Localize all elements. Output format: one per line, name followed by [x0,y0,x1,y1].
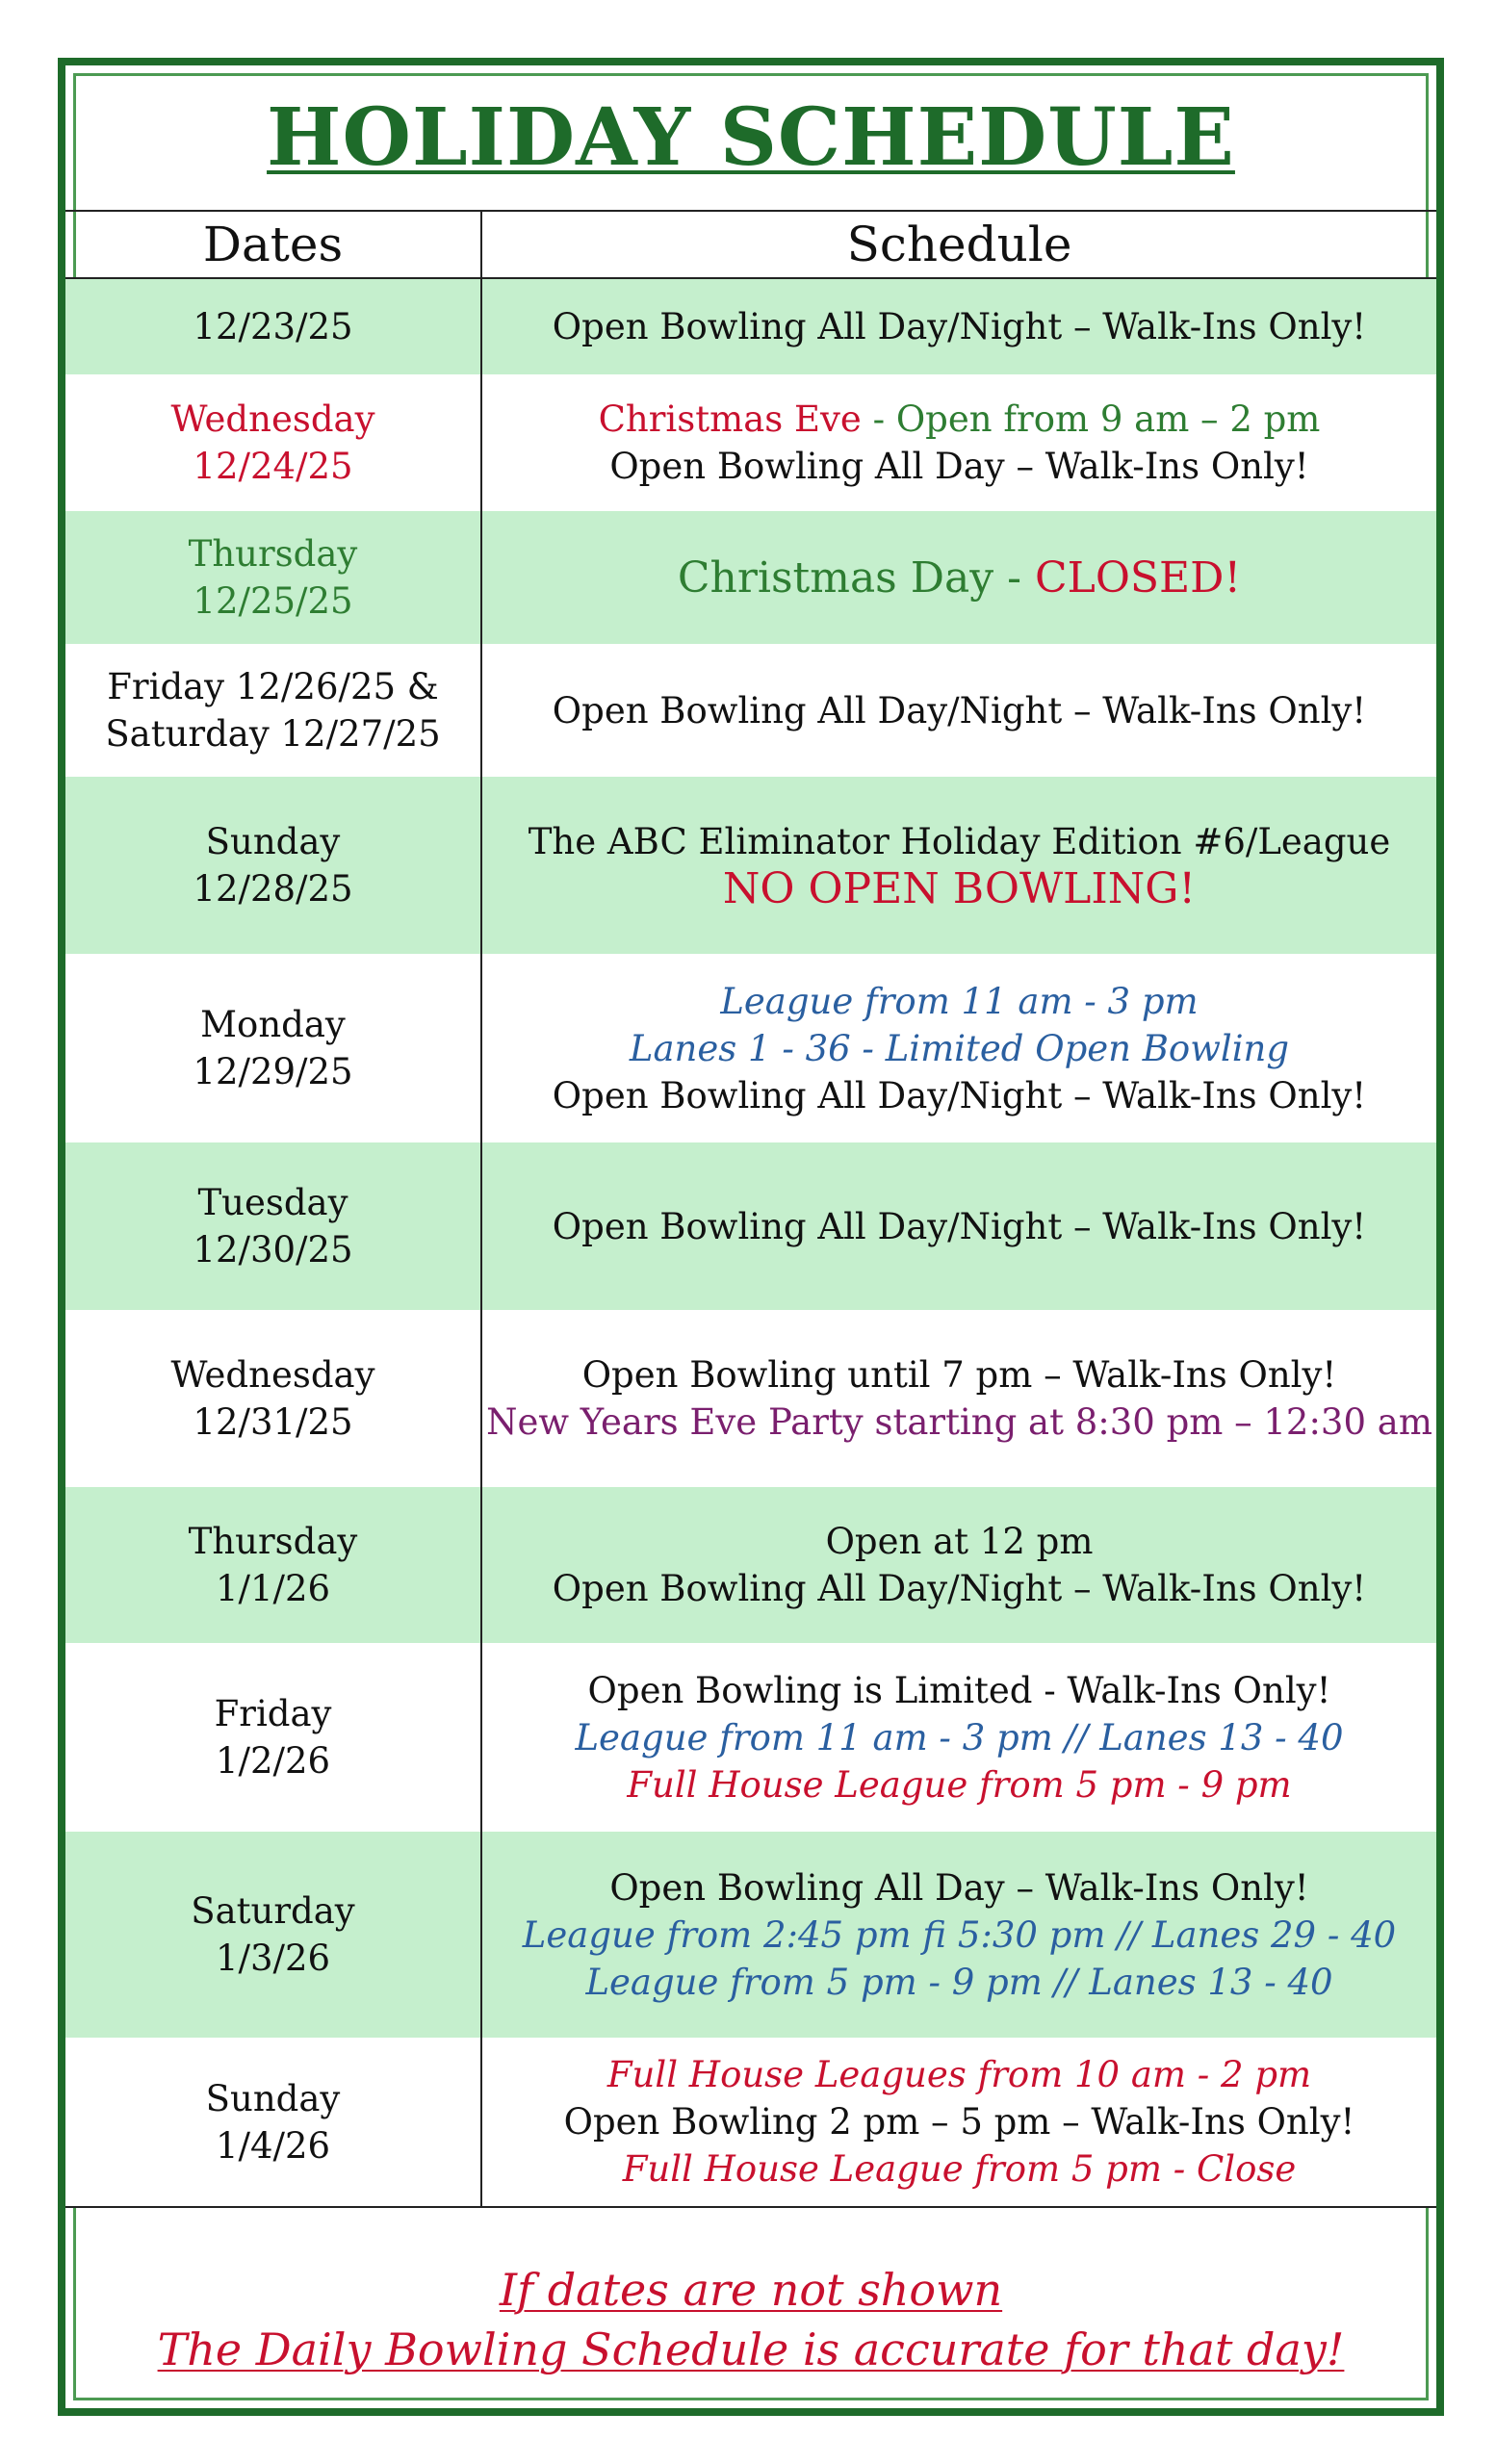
date-cell [65,374,481,511]
table-row [65,1487,1436,1643]
schedule-text: Open Bowling All Day/Night – Walk-Ins Only! [552,689,1367,732]
day-text: Wednesday [170,1354,375,1396]
date-text: 12/31/25 [193,1401,353,1443]
date-cell [65,644,481,777]
schedule-cell [481,2038,1436,2207]
schedule-text: Open Bowling All Day/Night – Walk-Ins Only! [552,1205,1367,1247]
date-text: 12/30/25 [193,1229,353,1270]
header-dates: Dates [65,211,481,278]
schedule-line [482,396,1436,443]
table-row [65,1310,1436,1487]
schedule-table [65,210,1436,2208]
date-cell [65,278,481,374]
day-text: Friday [214,1693,332,1734]
date-cell [65,1487,481,1643]
new-years-party-text: New Years Eve Party starting at 8:30 pm – 12:30 am [486,1401,1432,1443]
schedule-text: Open at 12 pm [825,1521,1094,1562]
date-text: 1/3/26 [215,1938,331,1979]
title-area [65,65,1436,210]
date-text: 1/1/26 [215,1568,331,1609]
schedule-frame [58,58,1444,2416]
date-text: Saturday 12/27/25 [105,713,441,755]
date-text: 1/2/26 [215,1740,331,1782]
day-text: Wednesday [170,398,375,440]
table-row [65,1643,1436,1832]
date-cell [65,1643,481,1832]
schedule-cell [481,954,1436,1142]
table-row [65,1832,1436,2038]
league-text: League from 11 am - 3 pm [720,980,1199,1022]
date-text: 12/28/25 [193,868,353,910]
day-text: Tuesday [197,1182,348,1223]
header-schedule: Schedule [481,211,1436,278]
schedule-text: Open Bowling All Day – Walk-Ins Only! [609,1866,1309,1909]
schedule-cell [481,374,1436,511]
table-row [65,374,1436,511]
schedule-text: Open Bowling All Day/Night – Walk-Ins Only! [552,306,1367,347]
date-cell [65,1310,481,1487]
christmas-eve-label: Christmas Eve [598,398,862,440]
schedule-text: Open Bowling is Limited - Walk-Ins Only! [587,1669,1331,1711]
date-cell [65,1832,481,2038]
schedule-cell [481,644,1436,777]
schedule-text: Open Bowling until 7 pm – Walk-Ins Only! [581,1354,1337,1396]
date-cell [65,2038,481,2207]
schedule-cell [481,777,1436,954]
date-cell [65,1142,481,1310]
table-row [65,1142,1436,1310]
closed-label: CLOSED! [1034,552,1242,603]
footer-line: The Daily Bowling Schedule is accurate for that day! [157,2323,1345,2375]
schedule-cell [481,1832,1436,2038]
schedule-text: Open Bowling 2 pm – 5 pm – Walk-Ins Only! [563,2101,1355,2143]
christmas-day-label: Christmas Day - [677,552,1035,603]
separator: - [861,398,896,440]
table-row [65,278,1436,374]
schedule-text: The ABC Eliminator Holiday Edition #6/League [528,821,1391,862]
schedule-line [482,554,1436,602]
schedule-cell [481,1142,1436,1310]
date-text: 12/23/25 [193,306,353,347]
full-house-text: Full House Leagues from 10 am - 2 pm [606,2054,1312,2095]
schedule-cell [481,1643,1436,1832]
table-row [65,954,1436,1142]
schedule-cell [481,1310,1436,1487]
league-text: League from 5 pm - 9 pm // Lanes 13 - 40 [585,1961,1333,2003]
day-text: Thursday [188,533,358,575]
schedule-cell [481,1487,1436,1643]
table-row [65,777,1436,954]
header-row [65,211,1436,278]
table-row [65,511,1436,644]
day-text: Sunday [205,821,341,862]
lanes-text: Lanes 1 - 36 - Limited Open Bowling [629,1027,1290,1069]
footer-note [65,2260,1436,2379]
schedule-text: Open Bowling All Day – Walk-Ins Only! [609,446,1309,487]
schedule-text: Open Bowling All Day/Night – Walk-Ins Only! [552,1568,1367,1609]
date-text: 12/29/25 [193,1051,353,1092]
day-text: Sunday [205,2077,341,2119]
date-text: 12/25/25 [193,580,353,622]
league-text: League from 2:45 pm fi 5:30 pm // Lanes 29 - 40 [522,1913,1397,1956]
schedule-cell [481,511,1436,644]
day-text: Monday [200,1004,346,1045]
date-cell [65,777,481,954]
table-row [65,2038,1436,2207]
date-text: 1/4/26 [215,2124,331,2167]
date-cell [65,511,481,644]
schedule-text: Open Bowling All Day/Night – Walk-Ins Only! [552,1074,1367,1116]
league-text: League from 11 am - 3 pm // Lanes 13 - 40 [575,1716,1344,1758]
footer-line: If dates are not shown [499,2264,1003,2316]
date-text: 12/24/25 [193,446,353,487]
hours-text: Open from 9 am – 2 pm [895,398,1321,440]
day-text: Saturday [191,1890,355,1932]
date-cell [65,954,481,1142]
full-house-text: Full House League from 5 pm - Close [622,2148,1297,2190]
page-title: HOLIDAY SCHEDULE [267,91,1235,184]
date-text: Friday 12/26/25 & [107,666,439,707]
no-open-bowling-label: NO OPEN BOWLING! [722,864,1197,913]
table-row [65,644,1436,777]
schedule-cell [481,278,1436,374]
day-text: Thursday [188,1521,358,1562]
full-house-text: Full House League from 5 pm - 9 pm [627,1763,1292,1806]
